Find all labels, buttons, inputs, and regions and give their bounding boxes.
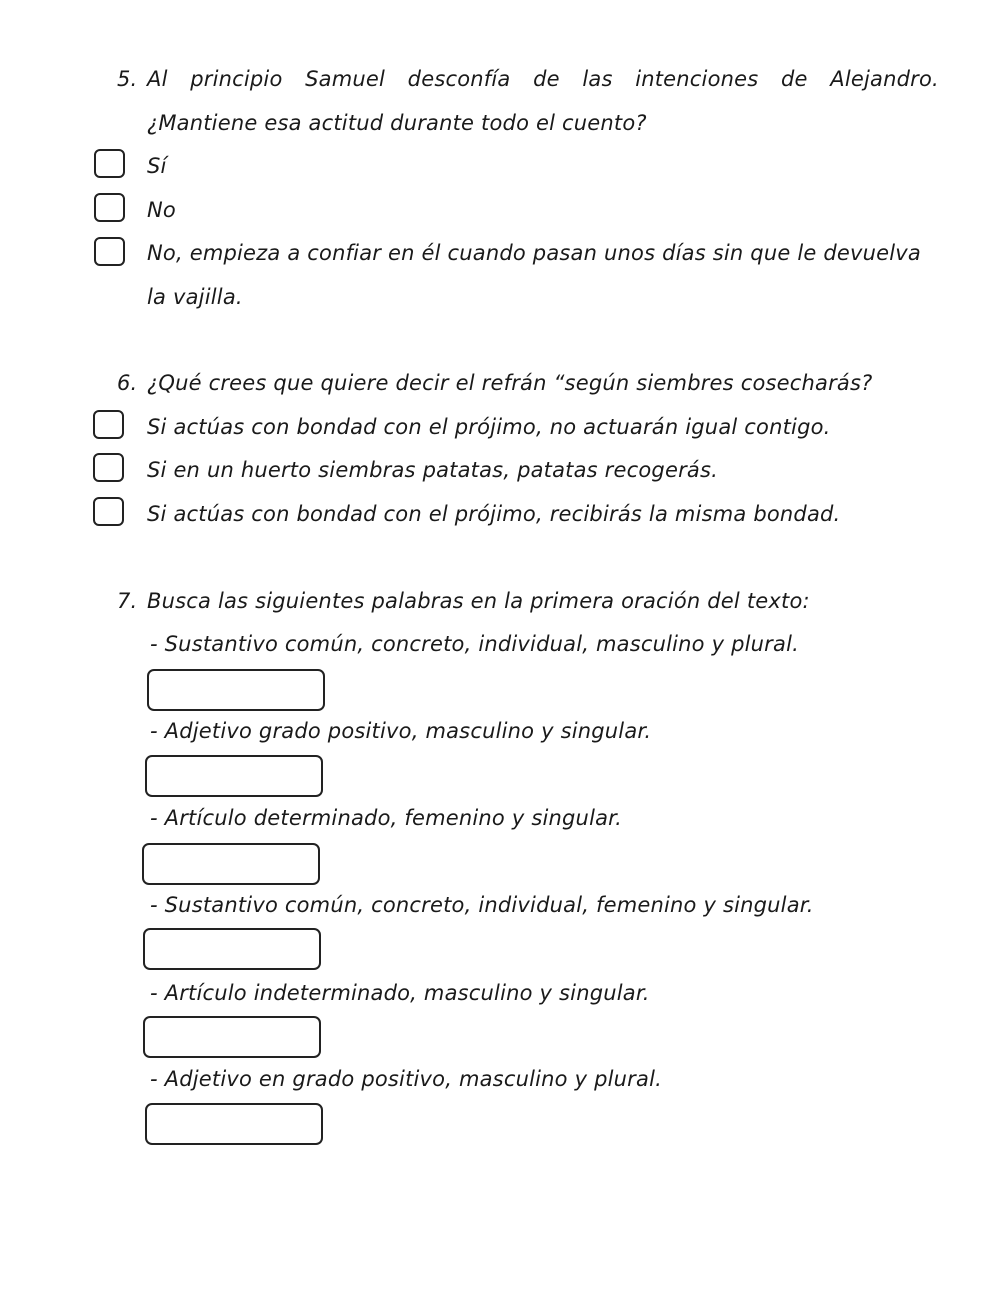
q5-number: 5.	[117, 67, 138, 91]
q5-option-si-label: Sí	[147, 154, 167, 178]
q6-number: 6.	[117, 371, 138, 395]
q5-option-si-checkbox[interactable]	[94, 149, 125, 178]
q7-item-6-label: - Adjetivo en grado positivo, masculino y plural.	[150, 1067, 662, 1091]
q7-item-2-answer-input[interactable]	[145, 755, 323, 797]
q6-option-2-checkbox[interactable]	[93, 453, 124, 482]
q7-item-3-label: - Artículo determinado, femenino y singular.	[150, 806, 622, 830]
q5-question-word: las	[582, 67, 613, 91]
q7-item-5-answer-input[interactable]	[143, 1016, 321, 1058]
q5-option-no-empieza-label-line1: No, empieza a confiar en él cuando pasan unos días sin que le devuelva	[147, 241, 921, 265]
q5-question-word: desconfía	[407, 67, 511, 91]
q5-question-line2: ¿Mantiene esa actitud durante todo el cuento?	[147, 111, 647, 135]
q5-option-no-empieza-label-line2: la vajilla.	[147, 285, 243, 309]
q5-question-word: Al	[147, 67, 168, 91]
q7-item-5-label: - Artículo indeterminado, masculino y singular.	[150, 981, 650, 1005]
q7-item-2-label: - Adjetivo grado positivo, masculino y singular.	[150, 719, 652, 743]
q5-option-no-empieza-checkbox[interactable]	[94, 237, 125, 266]
q7-item-4-label: - Sustantivo común, concreto, individual, femenino y singular.	[150, 893, 814, 917]
q5-question-word: principio	[190, 67, 283, 91]
q6-option-1-checkbox[interactable]	[93, 410, 124, 439]
q6-option-2-label: Si en un huerto siembras patatas, patatas recogerás.	[147, 458, 719, 482]
q7-question: Busca las siguientes palabras en la primera oración del texto:	[147, 589, 810, 613]
q7-number: 7.	[117, 589, 138, 613]
q5-option-no-label: No	[147, 198, 176, 222]
q5-question-word: intenciones	[635, 67, 759, 91]
q5-option-no-checkbox[interactable]	[94, 193, 125, 222]
q5-question-line1	[147, 69, 939, 90]
q5-question-word: Alejandro.	[830, 67, 939, 91]
q7-item-1-answer-input[interactable]	[147, 669, 325, 711]
q6-option-3-checkbox[interactable]	[93, 497, 124, 526]
q7-item-6-answer-input[interactable]	[145, 1103, 323, 1145]
q6-option-1-label: Si actúas con bondad con el prójimo, no actuarán igual contigo.	[147, 415, 831, 439]
q5-question-word: de	[781, 67, 808, 91]
q7-item-1-label: - Sustantivo común, concreto, individual, masculino y plural.	[150, 632, 799, 656]
q6-question: ¿Qué crees que quiere decir el refrán “según siembres cosecharás?	[147, 371, 873, 395]
q5-question-word: Samuel	[305, 67, 386, 91]
q7-item-3-answer-input[interactable]	[142, 843, 320, 885]
q7-item-4-answer-input[interactable]	[143, 928, 321, 970]
q5-question-word: de	[533, 67, 560, 91]
q6-option-3-label: Si actúas con bondad con el prójimo, recibirás la misma bondad.	[147, 502, 841, 526]
